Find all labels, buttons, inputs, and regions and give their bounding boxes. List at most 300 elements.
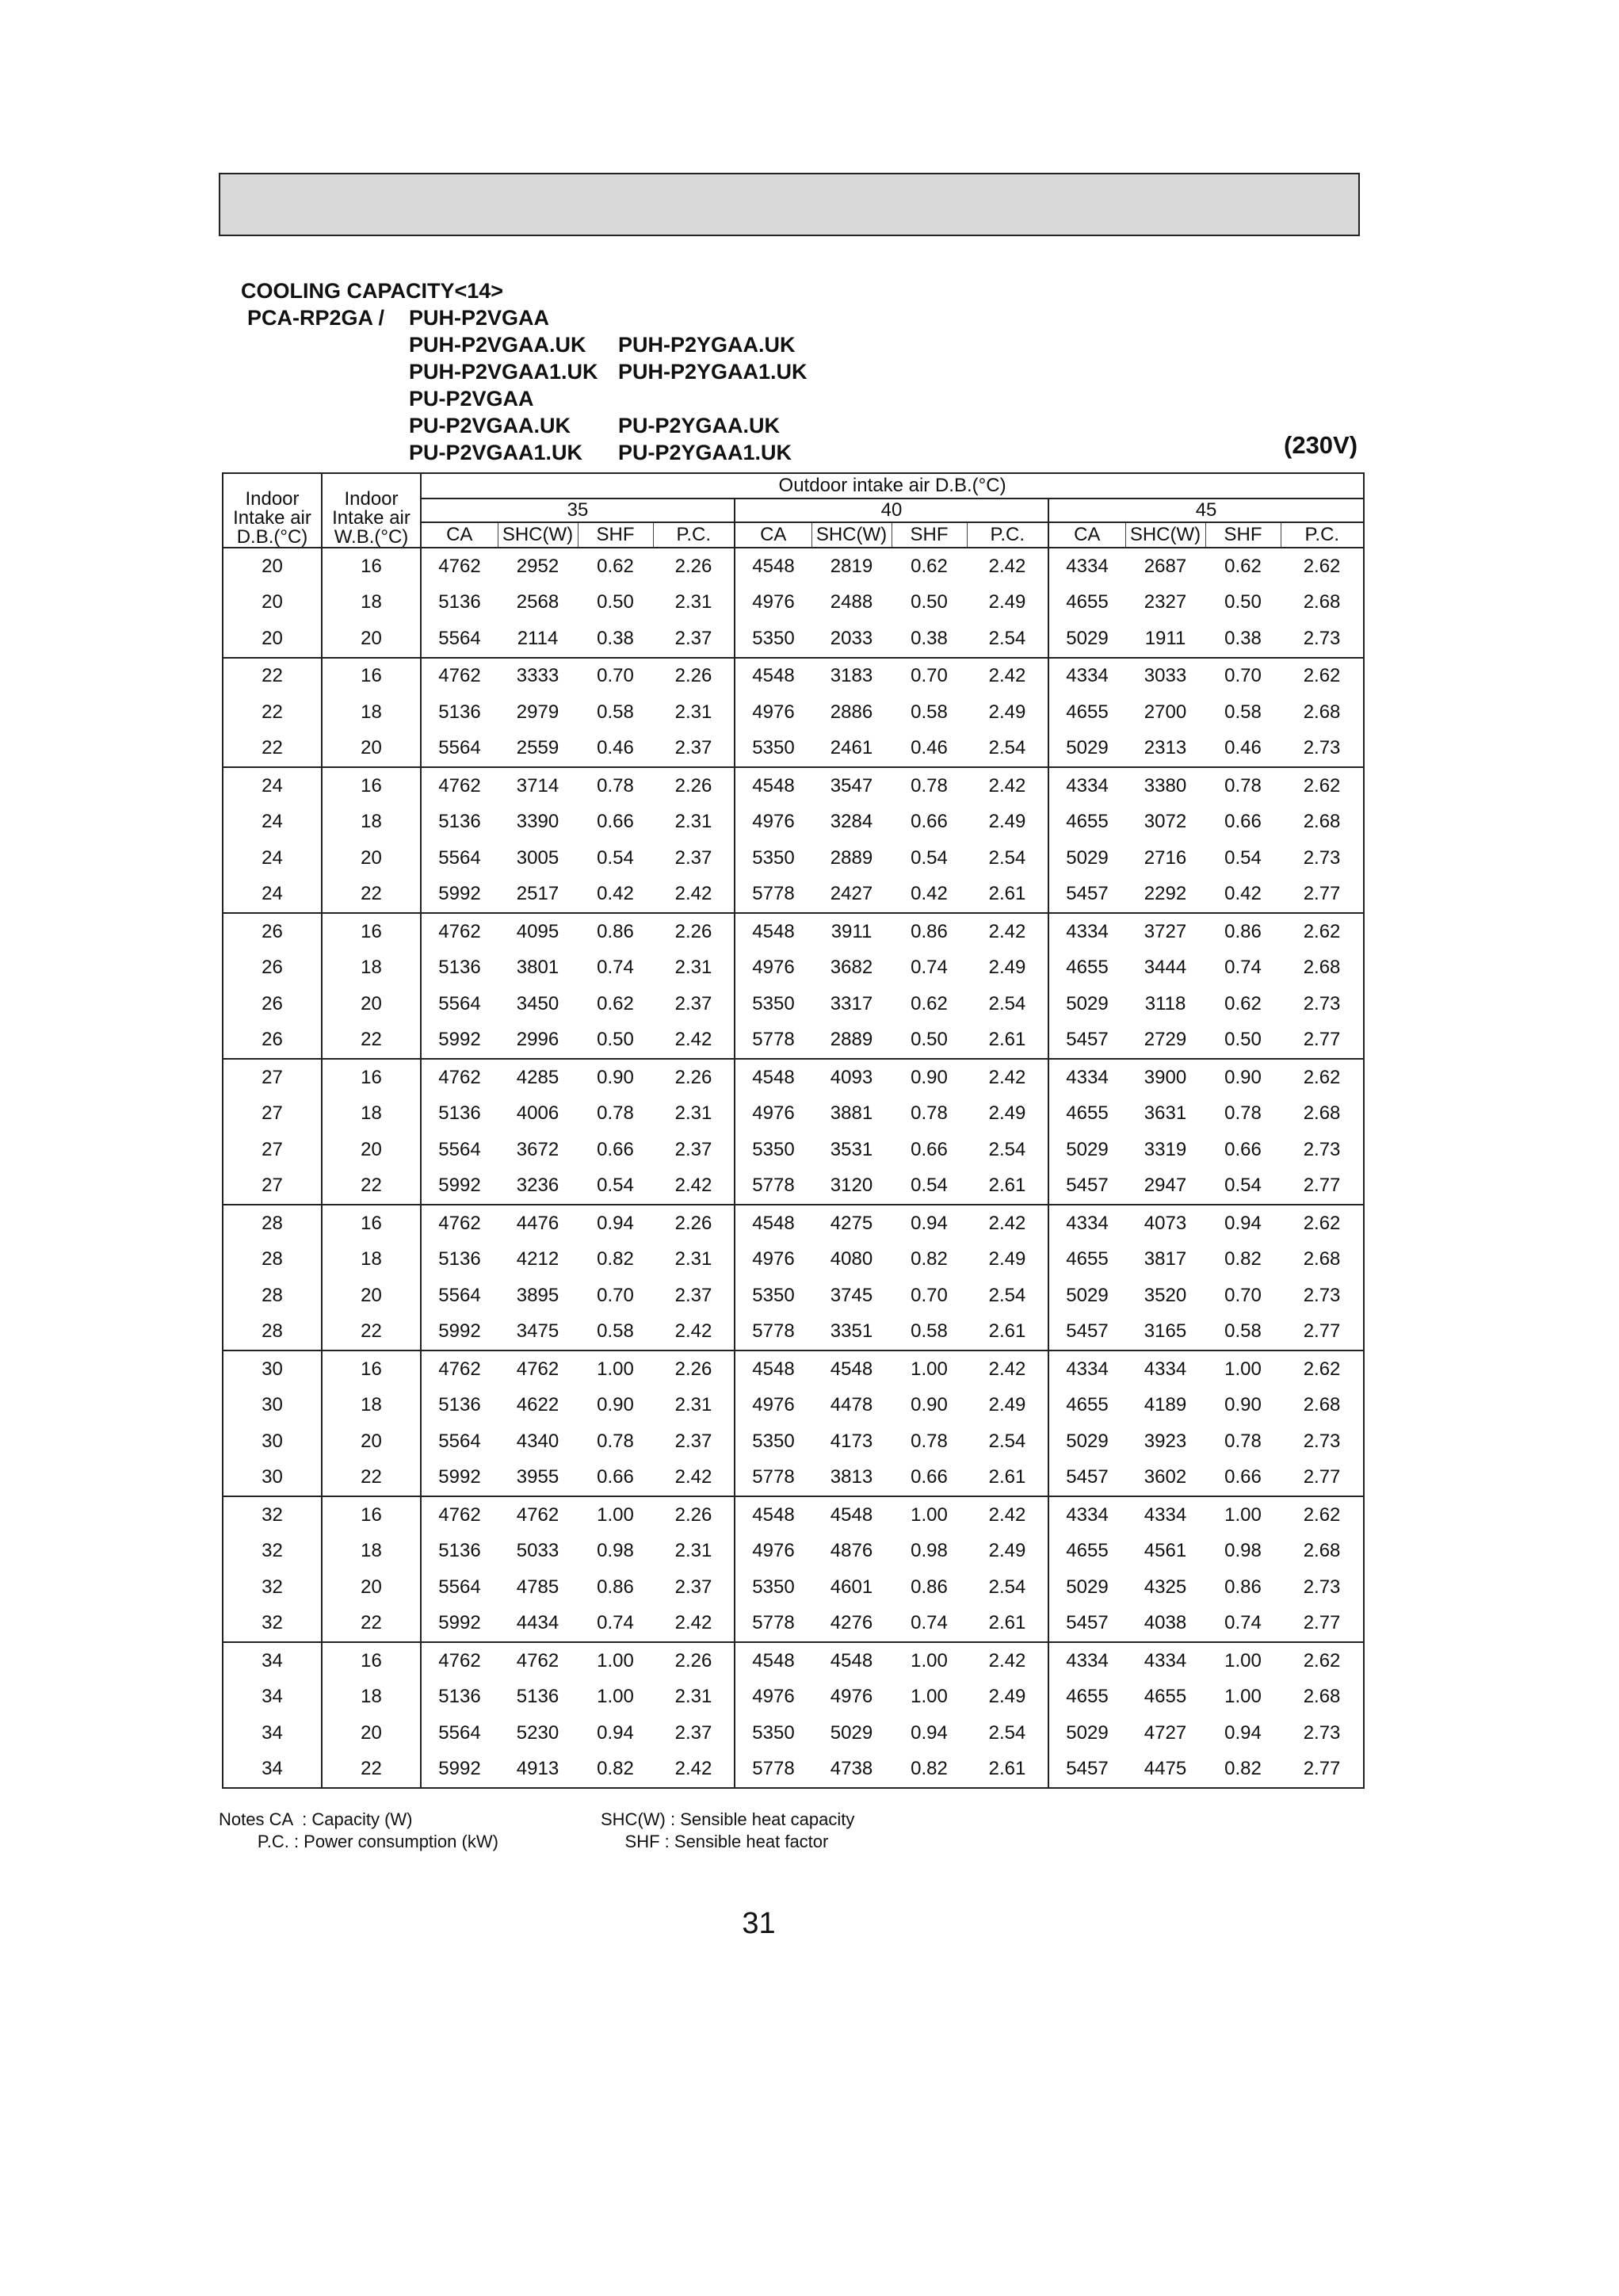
indoor-wb-header bbox=[322, 473, 421, 548]
note-pc: P.C. : Power consumption (kW) bbox=[219, 1832, 498, 1851]
sub-header-pc: P.C. bbox=[1281, 522, 1364, 548]
cell-shf: 0.58 bbox=[911, 701, 948, 723]
table-row bbox=[223, 1205, 1364, 1242]
cell-shf: 0.94 bbox=[1224, 1721, 1262, 1744]
cell-shc: 2729 bbox=[1144, 1029, 1187, 1051]
cell-shf: 0.62 bbox=[911, 992, 948, 1014]
cell-pc: 2.42 bbox=[967, 1496, 1048, 1534]
model-row bbox=[247, 304, 824, 331]
outdoor-model-y: PUH-P2YGAA1.UK bbox=[618, 360, 808, 384]
cell-shc: 3745 bbox=[830, 1284, 873, 1306]
title-block bbox=[241, 277, 503, 304]
cell-indoor-db: 27 bbox=[223, 1096, 322, 1133]
cell-pc: 2.31 bbox=[674, 1248, 712, 1270]
cell-ca: 4976 bbox=[735, 1242, 811, 1278]
outdoor-model-v: PUH-P2VGAA1.UK bbox=[409, 360, 598, 384]
cell-ca: 5029 bbox=[1048, 1569, 1125, 1606]
cell-shc: 3072 bbox=[1144, 811, 1187, 833]
cell-pc: 2.26 bbox=[653, 658, 735, 695]
cell-shc: 5029 bbox=[830, 1721, 873, 1744]
cell-shf: 0.86 bbox=[911, 1576, 948, 1598]
cell-shf: 1.00 bbox=[578, 1642, 653, 1679]
cell-shf: 0.42 bbox=[911, 883, 948, 905]
cell-shc: 2700 bbox=[1144, 701, 1187, 723]
cell-shf: 0.78 bbox=[1224, 1430, 1262, 1452]
cell-indoor-db: 30 bbox=[223, 1460, 322, 1497]
cell-shc: 2568 bbox=[516, 591, 559, 613]
cell-ca: 5136 bbox=[421, 1679, 498, 1716]
cell-shc: 2327 bbox=[1144, 591, 1187, 613]
cell-shf: 0.54 bbox=[911, 846, 948, 869]
cell-shf: 0.54 bbox=[1224, 846, 1262, 869]
cell-pc: 2.42 bbox=[674, 1612, 712, 1634]
cell-shf: 0.66 bbox=[1224, 811, 1262, 833]
cell-indoor-wb: 16 bbox=[322, 548, 421, 585]
cell-shc: 4622 bbox=[516, 1394, 559, 1416]
cell-pc: 2.68 bbox=[1281, 1534, 1364, 1570]
table-row bbox=[223, 1168, 1364, 1205]
cell-indoor-db: 34 bbox=[223, 1752, 322, 1789]
sub-header-ca: CA bbox=[421, 522, 498, 548]
cell-pc: 2.73 bbox=[1281, 1423, 1364, 1460]
cell-pc: 2.68 bbox=[1281, 694, 1364, 731]
cell-shf: 1.00 bbox=[892, 1642, 967, 1679]
cell-shf: 0.62 bbox=[911, 555, 948, 577]
cell-indoor-db: 28 bbox=[223, 1242, 322, 1278]
cell-ca: 4762 bbox=[421, 1496, 498, 1534]
cell-pc: 2.73 bbox=[1281, 986, 1364, 1022]
cell-pc: 2.42 bbox=[674, 1175, 712, 1197]
cell-shc: 4006 bbox=[516, 1102, 559, 1125]
cell-shf: 0.98 bbox=[597, 1540, 634, 1562]
cell-shc: 4334 bbox=[1125, 1496, 1205, 1534]
cell-shf: 0.94 bbox=[911, 1721, 948, 1744]
outdoor-model-v: PU-P2VGAA.UK bbox=[409, 414, 571, 437]
cell-indoor-wb: 20 bbox=[322, 1569, 421, 1606]
cell-shf: 0.74 bbox=[597, 1612, 634, 1634]
indoor-model bbox=[247, 439, 409, 466]
cell-pc: 2.42 bbox=[967, 913, 1048, 950]
table-row bbox=[223, 1679, 1364, 1716]
table-row bbox=[223, 1132, 1364, 1168]
cell-ca: 5564 bbox=[421, 1423, 498, 1460]
cell-shc: 4548 bbox=[811, 1350, 892, 1388]
cell-indoor-wb: 22 bbox=[322, 1168, 421, 1205]
table-row bbox=[223, 950, 1364, 987]
cell-pc: 2.77 bbox=[1281, 1752, 1364, 1789]
model-row bbox=[247, 412, 824, 439]
indoor-db-header-line1: Indoor bbox=[245, 488, 300, 510]
cell-pc: 2.37 bbox=[674, 1576, 712, 1598]
outdoor-model-y: PUH-P2YGAA.UK bbox=[618, 333, 796, 357]
cell-shc: 3183 bbox=[811, 658, 892, 695]
cell-shc: 3236 bbox=[516, 1175, 559, 1197]
cell-shf: 0.50 bbox=[597, 591, 634, 613]
table-row bbox=[223, 1350, 1364, 1388]
cell-shf: 0.54 bbox=[1224, 1175, 1262, 1197]
cell-shc: 4434 bbox=[516, 1612, 559, 1634]
cell-pc: 2.26 bbox=[653, 913, 735, 950]
outdoor-model-v: PU-P2VGAA bbox=[409, 387, 534, 411]
cell-ca: 5029 bbox=[1048, 1423, 1125, 1460]
cell-ca: 5992 bbox=[421, 1314, 498, 1351]
cell-pc: 2.49 bbox=[988, 1394, 1026, 1416]
table-row bbox=[223, 621, 1364, 658]
cell-ca: 4334 bbox=[1048, 1496, 1125, 1534]
table-row bbox=[223, 1606, 1364, 1643]
cell-shc: 3895 bbox=[516, 1284, 559, 1306]
cell-pc: 2.31 bbox=[674, 701, 712, 723]
cell-shc: 4340 bbox=[516, 1430, 559, 1452]
cell-ca: 4334 bbox=[1048, 1059, 1125, 1096]
cell-ca: 4334 bbox=[1048, 1205, 1125, 1242]
cell-shc: 3602 bbox=[1144, 1466, 1187, 1488]
cell-ca: 5992 bbox=[421, 1168, 498, 1205]
cell-ca: 5350 bbox=[735, 621, 811, 658]
cell-indoor-db: 32 bbox=[223, 1496, 322, 1534]
cell-pc: 2.54 bbox=[988, 1576, 1026, 1598]
cell-pc: 2.31 bbox=[674, 1394, 712, 1416]
cell-pc: 2.42 bbox=[967, 1059, 1048, 1096]
cell-shc: 4548 bbox=[811, 1496, 892, 1534]
cell-shc: 4475 bbox=[1125, 1752, 1205, 1789]
cell-shf: 1.00 bbox=[1205, 1642, 1281, 1679]
cell-pc: 2.54 bbox=[988, 846, 1026, 869]
indoor-db-header bbox=[223, 473, 322, 548]
cell-shf: 0.42 bbox=[597, 883, 634, 905]
cell-shf: 0.62 bbox=[597, 555, 634, 577]
cell-indoor-wb: 20 bbox=[322, 840, 421, 877]
indoor-model bbox=[247, 385, 409, 412]
cell-pc: 2.42 bbox=[967, 1350, 1048, 1388]
cell-pc: 2.26 bbox=[653, 767, 735, 804]
cell-shc: 4601 bbox=[830, 1576, 873, 1598]
cell-shf: 0.38 bbox=[1224, 627, 1262, 649]
cell-ca: 4334 bbox=[1048, 767, 1125, 804]
cell-indoor-db: 34 bbox=[223, 1679, 322, 1716]
cell-shf: 0.66 bbox=[1224, 1138, 1262, 1160]
cell-shf: 0.94 bbox=[892, 1205, 967, 1242]
outdoor-model-y: PU-P2YGAA.UK bbox=[618, 414, 781, 437]
cell-pc: 2.73 bbox=[1281, 621, 1364, 658]
cell-ca: 5778 bbox=[735, 1606, 811, 1643]
cell-ca: 5457 bbox=[1048, 877, 1125, 914]
outdoor-model-y: PU-P2YGAA1.UK bbox=[618, 441, 792, 464]
cell-shf: 0.94 bbox=[578, 1205, 653, 1242]
cell-indoor-db: 30 bbox=[223, 1388, 322, 1424]
cell-shc: 4080 bbox=[830, 1248, 873, 1270]
cell-shc: 3520 bbox=[1144, 1284, 1187, 1306]
cell-pc: 2.73 bbox=[1281, 1569, 1364, 1606]
cooling-capacity-table bbox=[222, 472, 1365, 1789]
cell-shc: 3351 bbox=[830, 1320, 873, 1343]
cell-ca: 4548 bbox=[735, 1350, 811, 1388]
cell-indoor-db: 24 bbox=[223, 840, 322, 877]
cell-pc: 2.26 bbox=[653, 1205, 735, 1242]
cell-shf: 0.46 bbox=[911, 737, 948, 759]
cell-ca: 4655 bbox=[1048, 950, 1125, 987]
cell-ca: 4762 bbox=[421, 548, 498, 585]
cell-ca: 4655 bbox=[1048, 1096, 1125, 1133]
cell-shc: 4785 bbox=[516, 1576, 559, 1598]
cell-pc: 2.68 bbox=[1281, 1679, 1364, 1716]
cell-shc: 3033 bbox=[1125, 658, 1205, 695]
cell-shf: 1.00 bbox=[892, 1350, 967, 1388]
outdoor-temp-header: Outdoor intake air D.B.(°C) bbox=[421, 473, 1364, 499]
cell-pc: 2.77 bbox=[1281, 1314, 1364, 1351]
cell-ca: 4548 bbox=[735, 1059, 811, 1096]
sub-header-shcw: SHC(W) bbox=[811, 522, 892, 548]
sub-header-shcw: SHC(W) bbox=[1125, 522, 1205, 548]
cell-shf: 0.58 bbox=[1224, 701, 1262, 723]
cell-pc: 2.77 bbox=[1281, 1460, 1364, 1497]
table-row bbox=[223, 1022, 1364, 1060]
cell-indoor-db: 27 bbox=[223, 1132, 322, 1168]
cell-shc: 2687 bbox=[1144, 555, 1187, 577]
cell-pc: 2.54 bbox=[988, 627, 1026, 649]
cell-pc: 2.49 bbox=[988, 1248, 1026, 1270]
cell-pc: 2.49 bbox=[988, 591, 1026, 613]
cell-pc: 2.68 bbox=[1281, 1096, 1364, 1133]
cell-ca: 5778 bbox=[735, 1752, 811, 1789]
cell-pc: 2.62 bbox=[1281, 1059, 1364, 1096]
cell-ca: 5564 bbox=[421, 621, 498, 658]
cell-shf: 0.70 bbox=[911, 1284, 948, 1306]
cell-indoor-wb: 16 bbox=[322, 1496, 421, 1534]
cell-pc: 2.54 bbox=[988, 992, 1026, 1014]
cell-ca: 4655 bbox=[1048, 1388, 1125, 1424]
model-row bbox=[247, 385, 824, 412]
cell-shc: 3672 bbox=[516, 1138, 559, 1160]
cell-shf: 0.38 bbox=[597, 627, 634, 649]
cell-pc: 2.54 bbox=[988, 1138, 1026, 1160]
cell-indoor-wb: 20 bbox=[322, 1278, 421, 1314]
cell-ca: 4976 bbox=[735, 585, 811, 621]
cell-ca: 4548 bbox=[735, 1642, 811, 1679]
cell-indoor-wb: 22 bbox=[322, 1752, 421, 1789]
table-row bbox=[223, 658, 1364, 695]
cell-pc: 2.61 bbox=[988, 883, 1026, 905]
sub-header-pc: P.C. bbox=[653, 522, 735, 548]
table-row bbox=[223, 1752, 1364, 1789]
cell-pc: 2.42 bbox=[653, 1752, 735, 1789]
cell-ca: 5778 bbox=[735, 1314, 811, 1351]
cell-shf: 0.50 bbox=[1224, 591, 1262, 613]
cell-shf: 0.94 bbox=[597, 1721, 634, 1744]
cell-indoor-db: 22 bbox=[223, 731, 322, 768]
cell-indoor-db: 26 bbox=[223, 1022, 322, 1060]
cell-shf: 0.42 bbox=[1224, 883, 1262, 905]
cell-indoor-db: 22 bbox=[223, 694, 322, 731]
cell-indoor-db: 24 bbox=[223, 767, 322, 804]
cell-indoor-db: 32 bbox=[223, 1569, 322, 1606]
cell-shc: 3817 bbox=[1144, 1248, 1187, 1270]
cell-ca: 5457 bbox=[1048, 1314, 1125, 1351]
sub-header-shf: SHF bbox=[892, 522, 967, 548]
temp-35-header: 35 bbox=[421, 499, 735, 522]
cell-shf: 1.00 bbox=[892, 1496, 967, 1534]
cell-pc: 2.37 bbox=[674, 1138, 712, 1160]
cell-indoor-db: 20 bbox=[223, 548, 322, 585]
cell-ca: 4762 bbox=[421, 913, 498, 950]
cell-ca: 4976 bbox=[735, 1534, 811, 1570]
cell-ca: 5136 bbox=[421, 1534, 498, 1570]
table-row bbox=[223, 1569, 1364, 1606]
cell-shf: 0.86 bbox=[578, 913, 653, 950]
cell-indoor-wb: 22 bbox=[322, 1314, 421, 1351]
cell-shc: 3333 bbox=[498, 658, 578, 695]
cell-pc: 2.49 bbox=[988, 701, 1026, 723]
cell-shf: 0.86 bbox=[1224, 1576, 1262, 1598]
cell-indoor-wb: 18 bbox=[322, 804, 421, 841]
cell-indoor-wb: 18 bbox=[322, 1388, 421, 1424]
cell-ca: 4655 bbox=[1048, 804, 1125, 841]
cell-pc: 2.62 bbox=[1281, 1205, 1364, 1242]
table-row bbox=[223, 1423, 1364, 1460]
cell-shc: 3727 bbox=[1125, 913, 1205, 950]
cell-shf: 0.82 bbox=[1205, 1752, 1281, 1789]
cell-pc: 2.73 bbox=[1281, 1278, 1364, 1314]
cell-indoor-wb: 18 bbox=[322, 950, 421, 987]
cell-ca: 5136 bbox=[421, 694, 498, 731]
cell-shf: 0.98 bbox=[911, 1540, 948, 1562]
cell-shc: 2427 bbox=[830, 883, 873, 905]
cell-ca: 4548 bbox=[735, 658, 811, 695]
cell-shc: 4478 bbox=[830, 1394, 873, 1416]
cell-pc: 2.62 bbox=[1281, 658, 1364, 695]
cell-ca: 5778 bbox=[735, 1022, 811, 1060]
cell-shf: 0.70 bbox=[892, 658, 967, 695]
cell-pc: 2.62 bbox=[1281, 913, 1364, 950]
cell-ca: 4976 bbox=[735, 804, 811, 841]
cell-ca: 4548 bbox=[735, 1496, 811, 1534]
cell-shf: 0.66 bbox=[597, 811, 634, 833]
cell-shc: 3118 bbox=[1144, 992, 1186, 1014]
cell-ca: 5778 bbox=[735, 1168, 811, 1205]
cell-pc: 2.49 bbox=[988, 957, 1026, 979]
cell-shc: 3317 bbox=[830, 992, 873, 1014]
cell-shf: 0.86 bbox=[1205, 913, 1281, 950]
cell-indoor-wb: 16 bbox=[322, 913, 421, 950]
indoor-model: PCA-RP2GA / bbox=[247, 306, 385, 330]
cell-shf: 0.70 bbox=[597, 1284, 634, 1306]
cell-shc: 4548 bbox=[811, 1642, 892, 1679]
cell-shc: 3955 bbox=[516, 1466, 559, 1488]
cell-pc: 2.54 bbox=[988, 1430, 1026, 1452]
table-row bbox=[223, 585, 1364, 621]
cell-shc: 4762 bbox=[498, 1350, 578, 1388]
cell-indoor-wb: 16 bbox=[322, 1350, 421, 1388]
cell-indoor-wb: 22 bbox=[322, 1022, 421, 1060]
cell-shf: 0.78 bbox=[1224, 1102, 1262, 1125]
cell-ca: 4548 bbox=[735, 767, 811, 804]
cell-ca: 5136 bbox=[421, 950, 498, 987]
cell-shf: 0.82 bbox=[911, 1248, 948, 1270]
cell-shc: 2889 bbox=[830, 1029, 873, 1051]
cell-ca: 5350 bbox=[735, 986, 811, 1022]
cell-ca: 4762 bbox=[421, 1350, 498, 1388]
cell-indoor-wb: 18 bbox=[322, 585, 421, 621]
cell-ca: 4548 bbox=[735, 1205, 811, 1242]
cell-shc: 3120 bbox=[830, 1175, 873, 1197]
cell-shf: 0.82 bbox=[597, 1248, 634, 1270]
cell-shc: 2947 bbox=[1144, 1175, 1187, 1197]
cell-shf: 0.58 bbox=[597, 1320, 634, 1343]
table-row bbox=[223, 1496, 1364, 1534]
cell-ca: 4548 bbox=[735, 548, 811, 585]
cell-shf: 1.00 bbox=[911, 1686, 948, 1708]
table-row bbox=[223, 1096, 1364, 1133]
cell-pc: 2.61 bbox=[967, 1752, 1048, 1789]
cell-shc: 4275 bbox=[811, 1205, 892, 1242]
cell-shf: 0.70 bbox=[578, 658, 653, 695]
cell-indoor-db: 32 bbox=[223, 1534, 322, 1570]
cell-indoor-db: 28 bbox=[223, 1278, 322, 1314]
cell-shc: 3450 bbox=[516, 992, 559, 1014]
cell-pc: 2.54 bbox=[988, 737, 1026, 759]
cell-pc: 2.54 bbox=[988, 1721, 1026, 1744]
cell-pc: 2.31 bbox=[674, 1686, 712, 1708]
outdoor-model-v: PUH-P2VGAA bbox=[409, 306, 550, 330]
cell-pc: 2.37 bbox=[674, 1721, 712, 1744]
cell-ca: 5992 bbox=[421, 877, 498, 914]
table-row bbox=[223, 1388, 1364, 1424]
cell-pc: 2.68 bbox=[1281, 585, 1364, 621]
cell-ca: 4334 bbox=[1048, 1642, 1125, 1679]
cell-indoor-db: 24 bbox=[223, 804, 322, 841]
cell-shc: 3284 bbox=[830, 811, 873, 833]
cell-shc: 4738 bbox=[811, 1752, 892, 1789]
cell-indoor-wb: 22 bbox=[322, 1606, 421, 1643]
cell-shc: 2886 bbox=[830, 701, 873, 723]
cell-ca: 5029 bbox=[1048, 840, 1125, 877]
cell-shc: 3547 bbox=[811, 767, 892, 804]
indoor-model bbox=[247, 412, 409, 439]
cell-shc: 4276 bbox=[830, 1612, 873, 1634]
cell-shc: 3714 bbox=[498, 767, 578, 804]
cell-shf: 0.46 bbox=[1224, 737, 1262, 759]
cell-shf: 0.62 bbox=[1224, 555, 1262, 577]
cell-shc: 2517 bbox=[516, 883, 559, 905]
cell-ca: 4655 bbox=[1048, 585, 1125, 621]
cell-pc: 2.62 bbox=[1281, 767, 1364, 804]
cell-indoor-db: 22 bbox=[223, 658, 322, 695]
cell-pc: 2.77 bbox=[1281, 1606, 1364, 1643]
cell-pc: 2.61 bbox=[988, 1612, 1026, 1634]
cell-ca: 4976 bbox=[735, 950, 811, 987]
cell-ca: 5564 bbox=[421, 1278, 498, 1314]
cell-ca: 5136 bbox=[421, 585, 498, 621]
cell-pc: 2.37 bbox=[674, 846, 712, 869]
indoor-wb-header-line2: Intake air bbox=[332, 507, 410, 529]
cell-shf: 0.54 bbox=[597, 846, 634, 869]
cell-ca: 5136 bbox=[421, 1096, 498, 1133]
cell-shc: 4093 bbox=[811, 1059, 892, 1096]
cell-ca: 5564 bbox=[421, 1715, 498, 1752]
cell-indoor-db: 34 bbox=[223, 1715, 322, 1752]
cell-ca: 4334 bbox=[1048, 913, 1125, 950]
cell-ca: 5350 bbox=[735, 1278, 811, 1314]
cell-pc: 2.31 bbox=[674, 1540, 712, 1562]
indoor-wb-header-line3: W.B.(°C) bbox=[334, 526, 409, 548]
cell-ca: 4762 bbox=[421, 1205, 498, 1242]
cell-ca: 5457 bbox=[1048, 1606, 1125, 1643]
cell-indoor-db: 30 bbox=[223, 1350, 322, 1388]
cell-pc: 2.26 bbox=[674, 555, 712, 577]
cell-pc: 2.31 bbox=[674, 811, 712, 833]
table-row bbox=[223, 1242, 1364, 1278]
cell-indoor-db: 20 bbox=[223, 621, 322, 658]
